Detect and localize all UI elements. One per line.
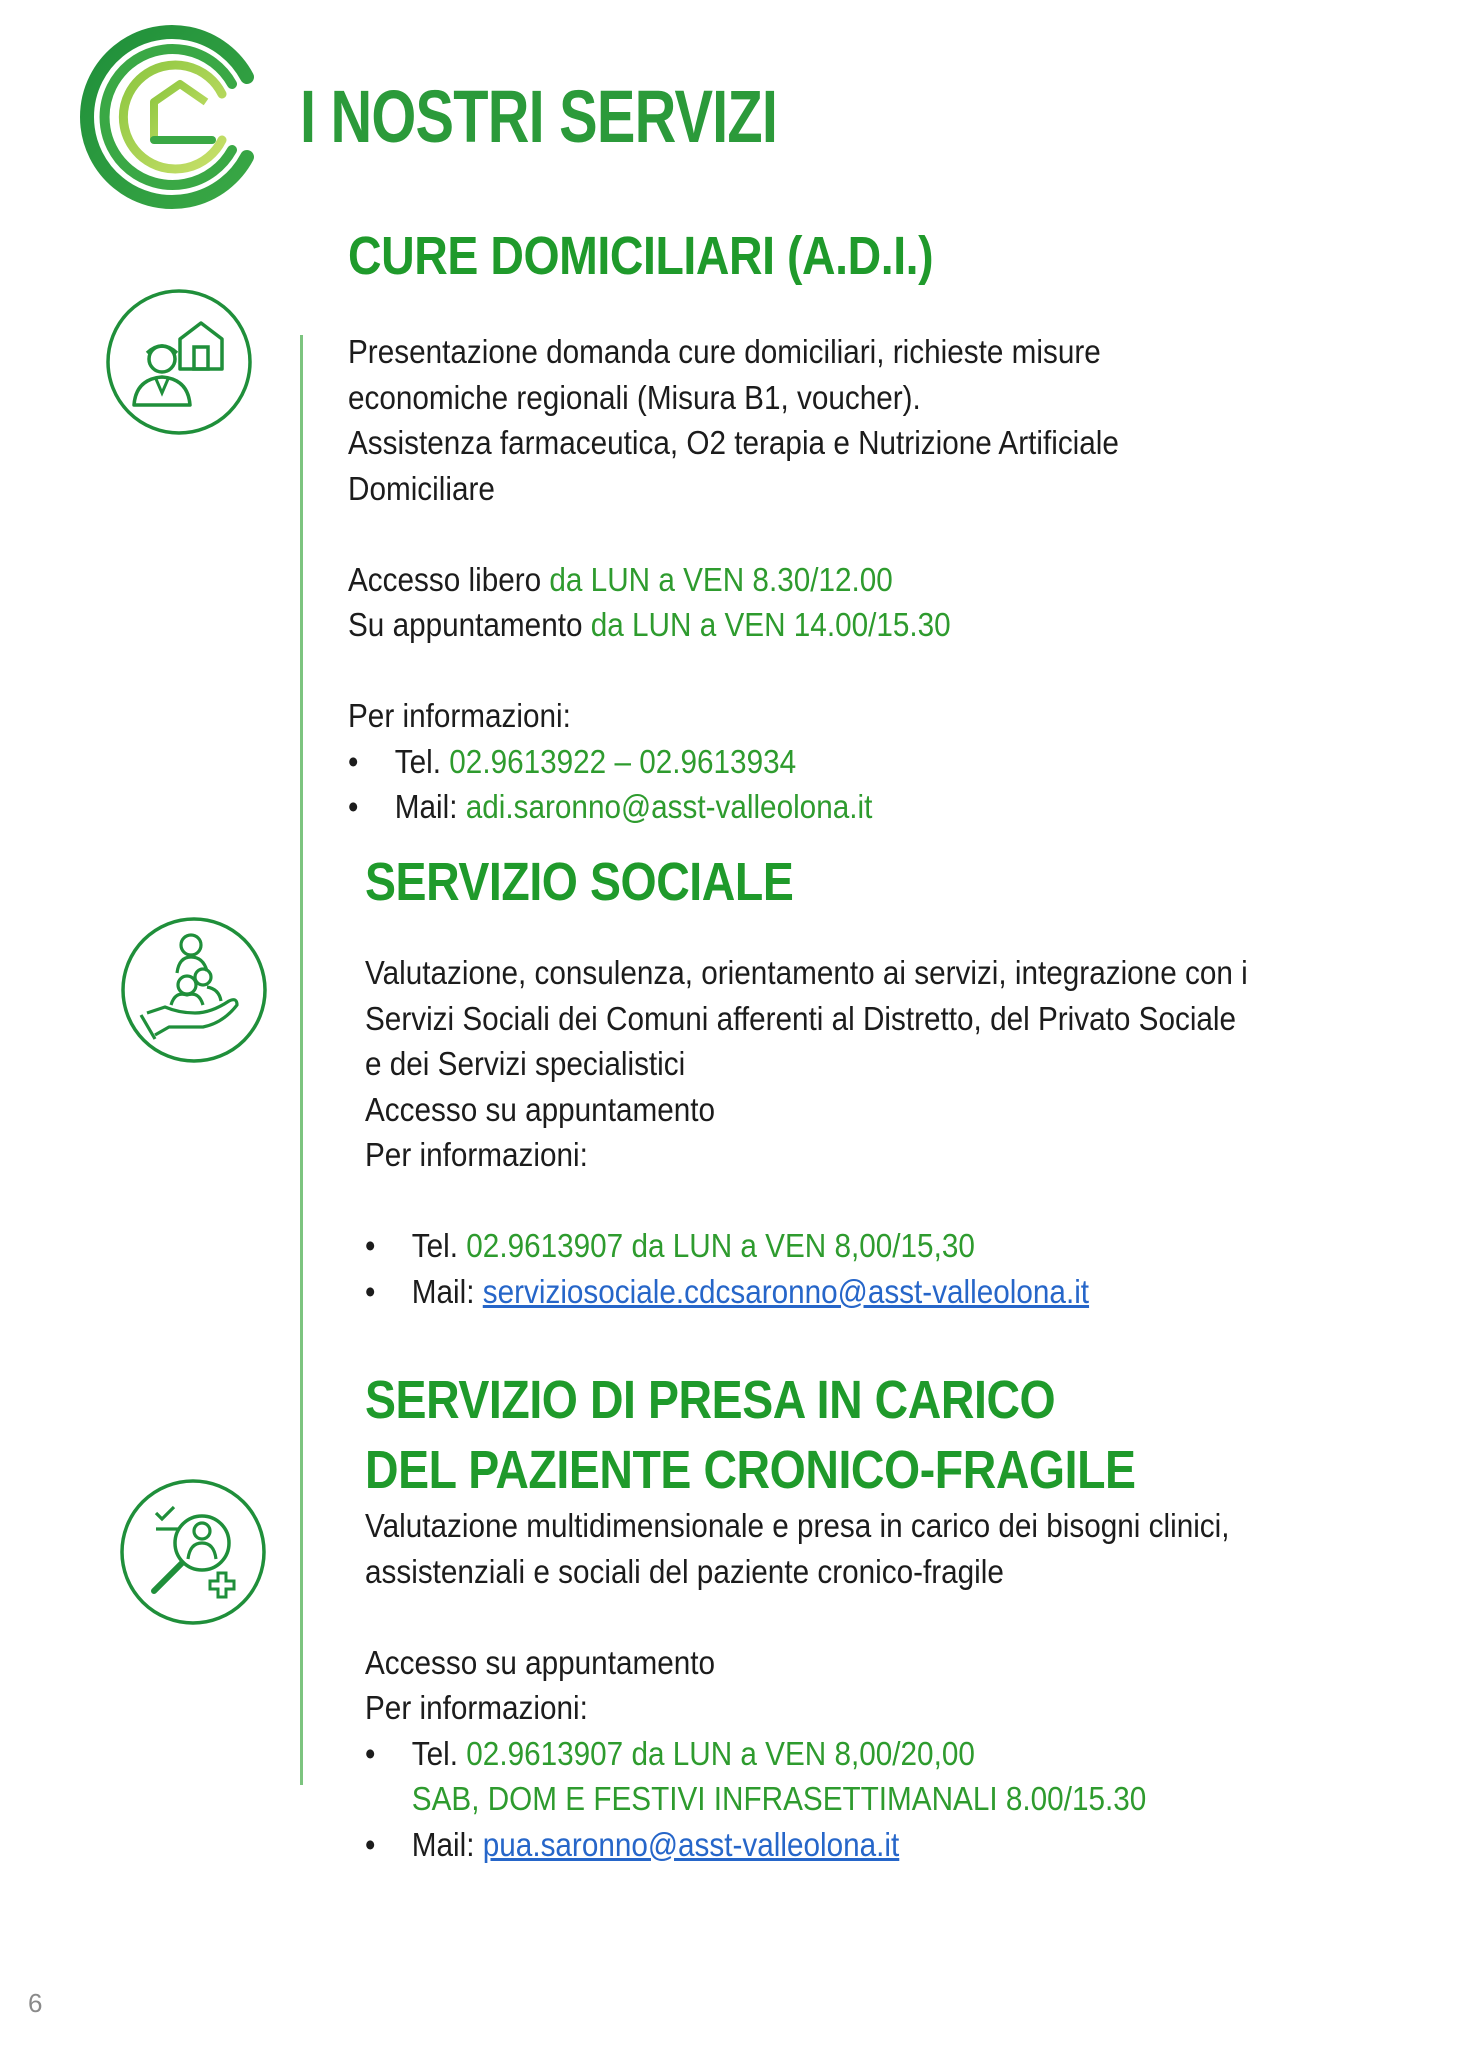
page-number: 6 [28,1988,43,2018]
info-label: Per informazioni: [365,1136,588,1173]
contact-tel: • Tel. 02.9613907 da LUN a VEN 8,00/20,00 SAB, DOM E FESTIVI INFRASETTIMANALI 8.00/15.30 [365,1731,1230,1822]
section-body-servizio-sociale [365,950,1248,1314]
page-title: I NOSTRI SERVIZI [300,75,778,158]
contact-mail: • Mail: adi.saronno@asst-valleolona.it [348,784,1119,830]
description-line: assistenziali e sociali del paziente cronico-fragile [365,1552,1004,1590]
description-line: Domiciliare [348,469,495,507]
email-link[interactable]: adi.saronno@asst-valleolona.it [465,788,873,825]
info-label: Per informazioni: [348,697,571,734]
section-title-servizio-sociale: SERVIZIO SOCIALE [365,852,794,912]
contact-tel: • Tel. 02.9613907 da LUN a VEN 8,00/15,30 [365,1223,1248,1269]
section-title-presa-in-carico [365,1365,1136,1505]
contact-tel: • Tel. 02.9613922 – 02.9613934 [348,739,1119,785]
description-line: e dei Servizi specialistici [365,1045,686,1082]
section-body-presa-in-carico [365,1503,1230,1867]
access-line: Su appuntamento da LUN a VEN 14.00/15.30 [348,606,951,643]
info-label: Per informazioni: [365,1689,588,1726]
home-care-icon [104,287,254,437]
logo-icon [72,22,272,212]
email-link[interactable]: serviziosociale.cdcsaronno@asst-valleolona.it [482,1272,1090,1310]
patient-search-icon [118,1477,268,1627]
section-title-line: DEL PAZIENTE CRONICO-FRAGILE [365,1440,1136,1500]
description-line: Assistenza farmaceutica, O2 terapia e Nutrizione Artificiale [348,424,1119,461]
social-care-icon [119,915,269,1065]
description-line: Valutazione, consulenza, orientamento ai servizi, integrazione con i [365,954,1248,991]
section-body-cure-domiciliari [348,329,1119,830]
access-line: Accesso su appuntamento [365,1090,716,1128]
description-line: Servizi Sociali dei Comuni afferenti al Distretto, del Privato Sociale [365,999,1237,1037]
email-link[interactable]: pua.saronno@asst-valleolona.it [482,1825,900,1863]
description-line: Presentazione domanda cure domiciliari, richieste misure [348,333,1101,370]
contact-mail: • Mail: pua.saronno@asst-valleolona.it [365,1822,1230,1868]
section-title-cure-domiciliari: CURE DOMICILIARI (A.D.I.) [348,226,934,286]
description-line: Valutazione multidimensionale e presa in carico dei bisogni clinici, [365,1507,1230,1544]
contact-mail: • Mail: serviziosociale.cdcsaronno@asst-valleolona.it [365,1269,1248,1315]
access-line: Accesso su appuntamento [365,1643,716,1681]
section-title-line: SERVIZIO DI PRESA IN CARICO [365,1370,1056,1430]
description-line: economiche regionali (Misura B1, voucher). [348,378,921,416]
timeline-divider [300,335,303,1785]
access-line: Accesso libero da LUN a VEN 8.30/12.00 [348,560,893,598]
